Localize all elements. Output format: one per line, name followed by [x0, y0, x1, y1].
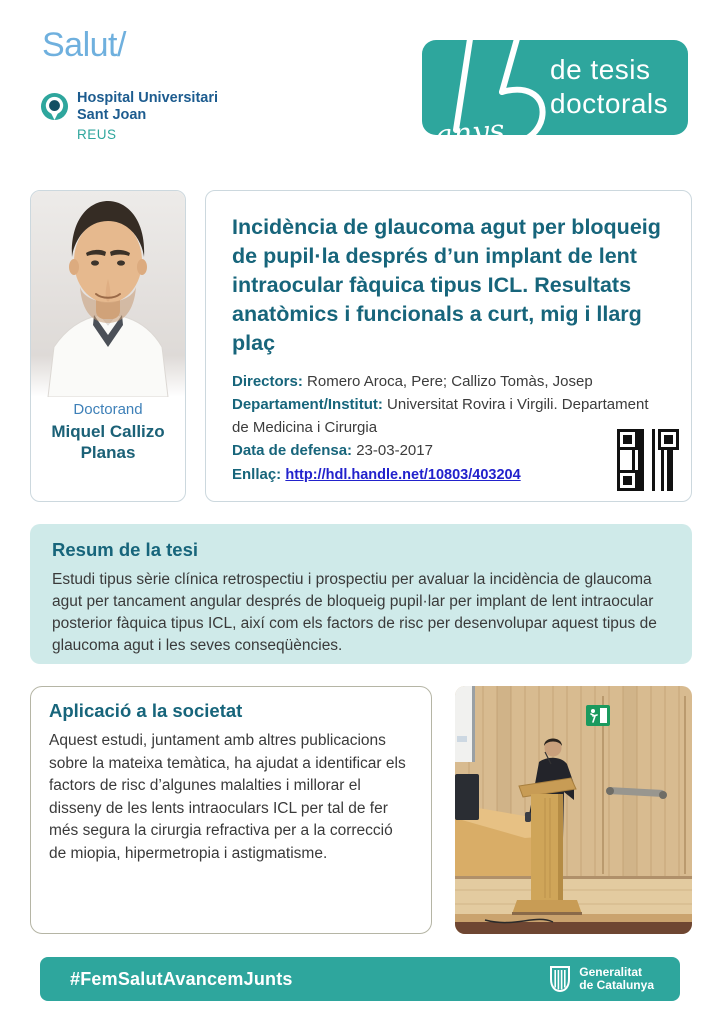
aplicacio-heading: Aplicació a la societat — [49, 700, 243, 721]
hospital-name-line2: Sant Joan — [77, 107, 147, 123]
directors-value: Romero Aroca, Pere; Callizo Tomàs, Josep — [307, 373, 593, 390]
defense-date-value: 23-03-2017 — [356, 442, 433, 459]
link-label: Enllaç: — [232, 466, 282, 483]
doctorand-role-label: Doctorand — [73, 401, 143, 418]
anniversary-badge — [422, 40, 688, 154]
gencat-line2: de Catalunya — [579, 978, 654, 992]
aplicacio-section — [30, 686, 432, 934]
defense-photo-illustration — [455, 686, 692, 934]
defense-date-label: Data de defensa: — [232, 442, 353, 459]
doctorand-name: Miquel Callizo Planas — [51, 422, 165, 462]
hospital-logo-icon — [40, 92, 69, 121]
department-label: Departament/Institut: — [232, 396, 383, 413]
qr-code — [617, 429, 679, 491]
aplicacio-body: Aquest estudi, juntament amb altres publicacions sobre la mateixa temàtica, ha ajudat a identificar els factors de risc d’algunes malalties i millorar el disseny de les lents intraoculars ICL per tal de fer més segura la cirurgia refractiva per a la correcció de miopia, hipermetropia i astigmatisme. — [49, 732, 406, 862]
resum-section — [30, 524, 692, 664]
badge-15-anys-icon — [432, 12, 568, 176]
catalonia-shield-icon — [549, 965, 571, 993]
thesis-directors — [232, 370, 665, 393]
resum-body: Estudi tipus sèrie clínica retrospectiu i prospectiu per avaluar la incidència de glaucoma agut per tancament angular després de bloqueig pupil·lar per implant de lent intraocular posterior fàquica tipus ICL, així com els factors de risc per desenvolupar aquest tipus de glaucoma agut i les seves conseqüències. — [52, 571, 657, 654]
hospital-brand — [40, 90, 218, 142]
hospital-city: REUS — [77, 127, 117, 142]
badge-line2: doctorals — [550, 88, 669, 119]
doctorand-portrait-photo — [31, 191, 185, 397]
thesis-defense-date — [232, 439, 665, 462]
directors-label: Directors: — [232, 373, 303, 390]
doctorand-card — [30, 190, 186, 502]
footer-hashtag: #FemSalutAvancemJunts — [70, 968, 293, 989]
gencat-brand — [549, 965, 654, 993]
department-value: Universitat Rovira i Virgili. Departament de Medicina i Cirurgia — [232, 396, 649, 436]
thesis-department — [232, 393, 665, 439]
footer-bar — [40, 957, 680, 1001]
hospital-name-line1: Hospital Universitari — [77, 90, 219, 106]
salut-logo: Salut/ — [42, 26, 126, 64]
badge-anys-text: anys — [433, 113, 506, 154]
thesis-link[interactable]: http://hdl.handle.net/10803/403204 — [285, 467, 521, 483]
gencat-line1: Generalitat — [579, 965, 642, 979]
exit-sign-icon — [586, 705, 610, 726]
resum-heading: Resum de la tesi — [52, 539, 199, 560]
thesis-defense-photo — [455, 686, 692, 934]
thesis-link-row — [232, 463, 665, 487]
badge-line1: de tesis — [550, 54, 651, 85]
thesis-card — [205, 190, 692, 502]
thesis-title: Incidència de glaucoma agut per bloqueig de pupil·la després d’un implant de lent intraocular fàquica tipus ICL. Resultats anatòmics i funcionals a curt, mig i llarg plaç — [232, 215, 661, 355]
